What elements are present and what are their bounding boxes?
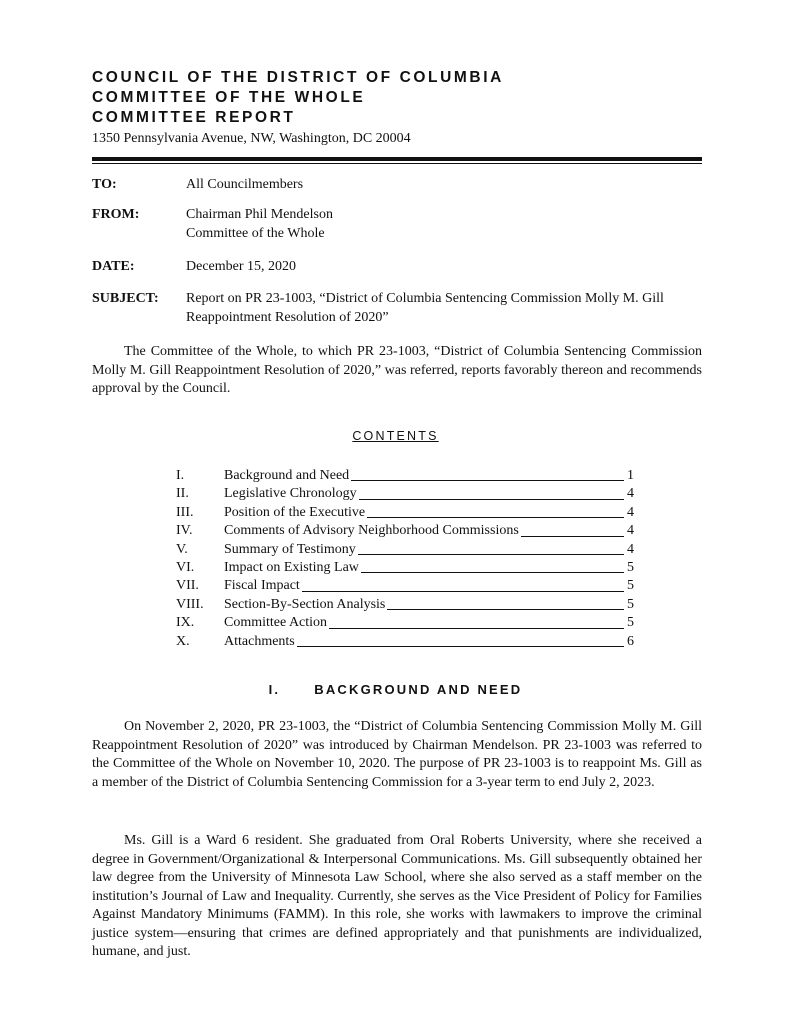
toc-number: IX.: [176, 615, 195, 631]
subject-value: Report on PR 23-1003, “District of Columbia Sentencing Commission Molly M. Gill Reappointment Resolution of 2020”: [186, 291, 664, 325]
background-paragraph-1: On November 2, 2020, PR 23-1003, the “District of Columbia Sentencing Commission Molly M. Gill Reappointment Resolution of 2020” was introduced by Chairman Mendelson. PR 23-1003 was referred to the Committee of the Whole on November 10, 2020. The purpose of PR 23-1003 is to reappoint Ms. Gill as a member of the District of Columbia Sentencing Commission for a 3-year term to end July 2, 2023.: [92, 719, 702, 790]
toc-title: Fiscal Impact: [224, 577, 302, 595]
toc-row[interactable]: [176, 633, 634, 651]
intro-paragraph: The Committee of the Whole, to which PR 23-1003, “District of Columbia Sentencing Commission Molly M. Gill Reappointment Resolution of 2020,” was referred, reports favorably thereon and recommends approval by the Council.: [92, 344, 702, 396]
memo-date: [92, 258, 702, 277]
section-heading: [0, 682, 791, 697]
to-value: All Councilmembers: [186, 177, 304, 192]
toc-row[interactable]: [176, 577, 634, 595]
toc-row[interactable]: [176, 541, 634, 559]
toc-number: VI.: [176, 559, 195, 575]
header-rule-thin: [92, 163, 702, 164]
toc-row[interactable]: [176, 614, 634, 632]
toc-page: 5: [627, 578, 634, 594]
toc-row[interactable]: [176, 504, 634, 522]
report-type: COMMITTEE REPORT: [92, 109, 296, 126]
toc-row[interactable]: [176, 467, 634, 485]
toc-page: 5: [627, 596, 634, 612]
toc-row[interactable]: [176, 485, 634, 503]
council-name: COUNCIL OF THE DISTRICT OF COLUMBIA: [92, 69, 504, 86]
background-paragraph-2: Ms. Gill is a Ward 6 resident. She graduated from Oral Roberts University, where she received a degree in Government/Organizational & Interpersonal Communications. Ms. Gill subsequently obtained her law degree from the University of Minnesota Law School, where she also served as a staff member on the institution’s Journal of Law and Inequality. Currently, she serves as the Vice President of Policy for Families Against Mandatory Minimums (FAMM). In this role, she works with lawmakers to improve the criminal justice system—ensuring that crimes are defined appropriately and that punishments are individualized, humane, and just.: [92, 833, 702, 959]
committee-name: COMMITTEE OF THE WHOLE: [92, 89, 366, 106]
date-value: December 15, 2020: [186, 259, 297, 274]
toc-number: VIII.: [176, 596, 204, 612]
toc-title: Background and Need: [224, 467, 351, 485]
toc-title: Legislative Chronology: [224, 485, 359, 503]
from-name: Chairman Phil Mendelson: [186, 207, 333, 222]
toc-number: II.: [176, 486, 189, 502]
toc-title: Impact on Existing Law: [224, 559, 361, 577]
toc-page: 4: [627, 486, 634, 502]
toc-page: 4: [627, 523, 634, 539]
from-label: FROM:: [92, 207, 140, 222]
toc-row[interactable]: [176, 596, 634, 614]
toc-page: 6: [627, 633, 634, 649]
toc-page: 5: [627, 615, 634, 631]
toc-number: IV.: [176, 523, 193, 539]
toc-page: 1: [627, 468, 634, 483]
toc-title: Committee Action: [224, 614, 329, 632]
from-committee: Committee of the Whole: [186, 225, 325, 241]
memo-to: [92, 176, 702, 195]
header-rule-thick: [92, 157, 702, 161]
toc-title: Comments of Advisory Neighborhood Commissions: [224, 522, 521, 540]
toc-title: Attachments: [224, 633, 297, 651]
toc-title: Summary of Testimony: [224, 541, 358, 559]
section-title: BACKGROUND AND NEED: [314, 682, 523, 697]
toc-row[interactable]: [176, 559, 634, 577]
subject-label: SUBJECT:: [92, 291, 159, 306]
toc-number: X.: [176, 633, 190, 649]
toc-title: Section-By-Section Analysis: [224, 596, 387, 614]
report-header: [92, 68, 504, 148]
toc-number: V.: [176, 541, 188, 557]
toc-number: I.: [176, 468, 185, 483]
toc-page: 4: [627, 504, 634, 520]
toc-title: Position of the Executive: [224, 504, 367, 522]
toc-row[interactable]: [176, 522, 634, 540]
council-address: 1350 Pennsylvania Avenue, NW, Washington, DC 20004: [92, 131, 411, 146]
to-label: TO:: [92, 177, 117, 192]
contents-title: CONTENTS: [352, 429, 439, 443]
memo-from: [92, 206, 702, 243]
memo-subject: [92, 290, 702, 327]
toc-page: 4: [627, 541, 634, 557]
toc-number: III.: [176, 504, 194, 520]
section-number: I.: [268, 682, 281, 697]
toc-page: 5: [627, 559, 634, 575]
date-label: DATE:: [92, 259, 135, 274]
toc-number: VII.: [176, 578, 199, 594]
table-of-contents: [176, 467, 634, 651]
